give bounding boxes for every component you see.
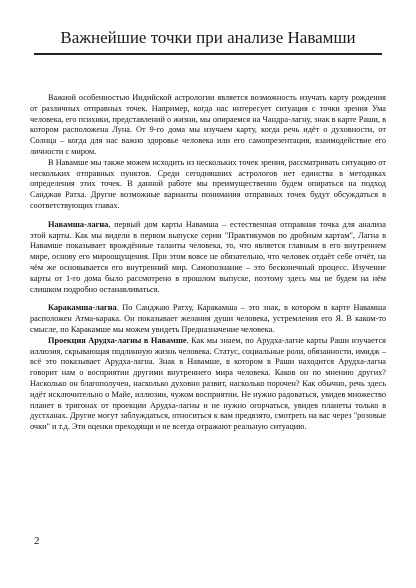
paragraph-text: , первый дом карты Навамша – естественная отправная точка для анализа этой карты. Как мы видели в первом выпуске серии "Практикумов по дробным картам", Лагна в Навамше показывает врождённые таланты человека, то, что является главным в его внутреннем мире, основу его мироощущения. При этом вовсе не обязательно, что человек отдаёт себе отчёт, на чём же основывается его внутренний мир. Самопознание – это бесконечный процесс. Изучение карты от 1-го дома было рассмотрено в прошлом выпуске, поэтому здесь мы не будем на нём слишком подробно останавливаться. (30, 219, 386, 294)
paragraph-text: . По Санджаю Ратху, Каракамша – это знак, в котором в карте Навамша расположен Атма-карака. Он показывает желания души человека, устремления его Я. В каком-то смысле, по Каракамше мы можем увидеть Предназначение человека. (30, 303, 386, 334)
paragraph-lead: Каракамша-лагна (48, 303, 117, 313)
paragraph-text: В Навамше мы также можем исходить из нескольких точек зрения, рассматривать ситуацию от нескольких отправных пунктов. Среди сегодняшних астрологов нет единства в методиках определения этих точек. В данной работе мы преимущественно будем опираться на подход Санджая Ратха. Другие возможные варианты понимания отправных точек будут обсуждаться в соответствующих главах. (30, 157, 386, 210)
body-text (30, 93, 386, 433)
page-title: Важнейшие точки при анализе Навамши (60, 28, 356, 47)
paragraph-text: . Как мы знаем, по Арудха-лагне карты Раши изучается иллюзия, скрывающая подлинную жизнь человека. Статус, социальные роли, обязанности, имидж – всё это показывает Арудха-лагна. Знак в Навамше, в котором в Раши находится Арудха-лагна говорит нам о восприятии другими внутреннего мира человека. Каков он по мнению других? Насколько он благополучен, насколько духовно развит, насколько порочен? Как обычно, речь здесь идёт исключительно о Майе, иллюзии, чужом восприятии. Не нужно радоваться, увидев множество планет в тригонах от проекции Арудха-лагны и не нужно огорчаться, увидев планеты только в дустханах. Другие могут заблуждаться, относиться к вам предвзято, смотреть на вас через "розовые очки" и т.д. Эти оценки преходящи и не всегда отражают реальную ситуацию. (30, 335, 387, 432)
page-number: 2 (34, 535, 40, 547)
title-rule (34, 53, 382, 55)
paragraph (30, 220, 386, 296)
paragraph (30, 158, 386, 212)
paragraph (30, 303, 386, 335)
paragraph-text: Важной особенностью Индийской астрологии является возможность изучать карту рождения от различных отправных точек. Например, когда нас интересует ситуация с точки зрения Ума человека, его психики, представлений о жизни, мы опираемся на Чандра-лагну, знак в карте Раши, в котором расположена Луна. От 9-го дома мы изучаем карту, когда речь идёт о духовности, от Солнца – когда для нас важно здоровье человека или его самопрезентация, взаимодействие его личности с миром. (30, 93, 386, 156)
paragraph (30, 93, 386, 158)
paragraph-lead: Навамша-лагна (48, 219, 109, 229)
paragraph-lead: Проекция Арудха-лагны в Навамше (48, 335, 187, 345)
paragraph (30, 336, 386, 433)
